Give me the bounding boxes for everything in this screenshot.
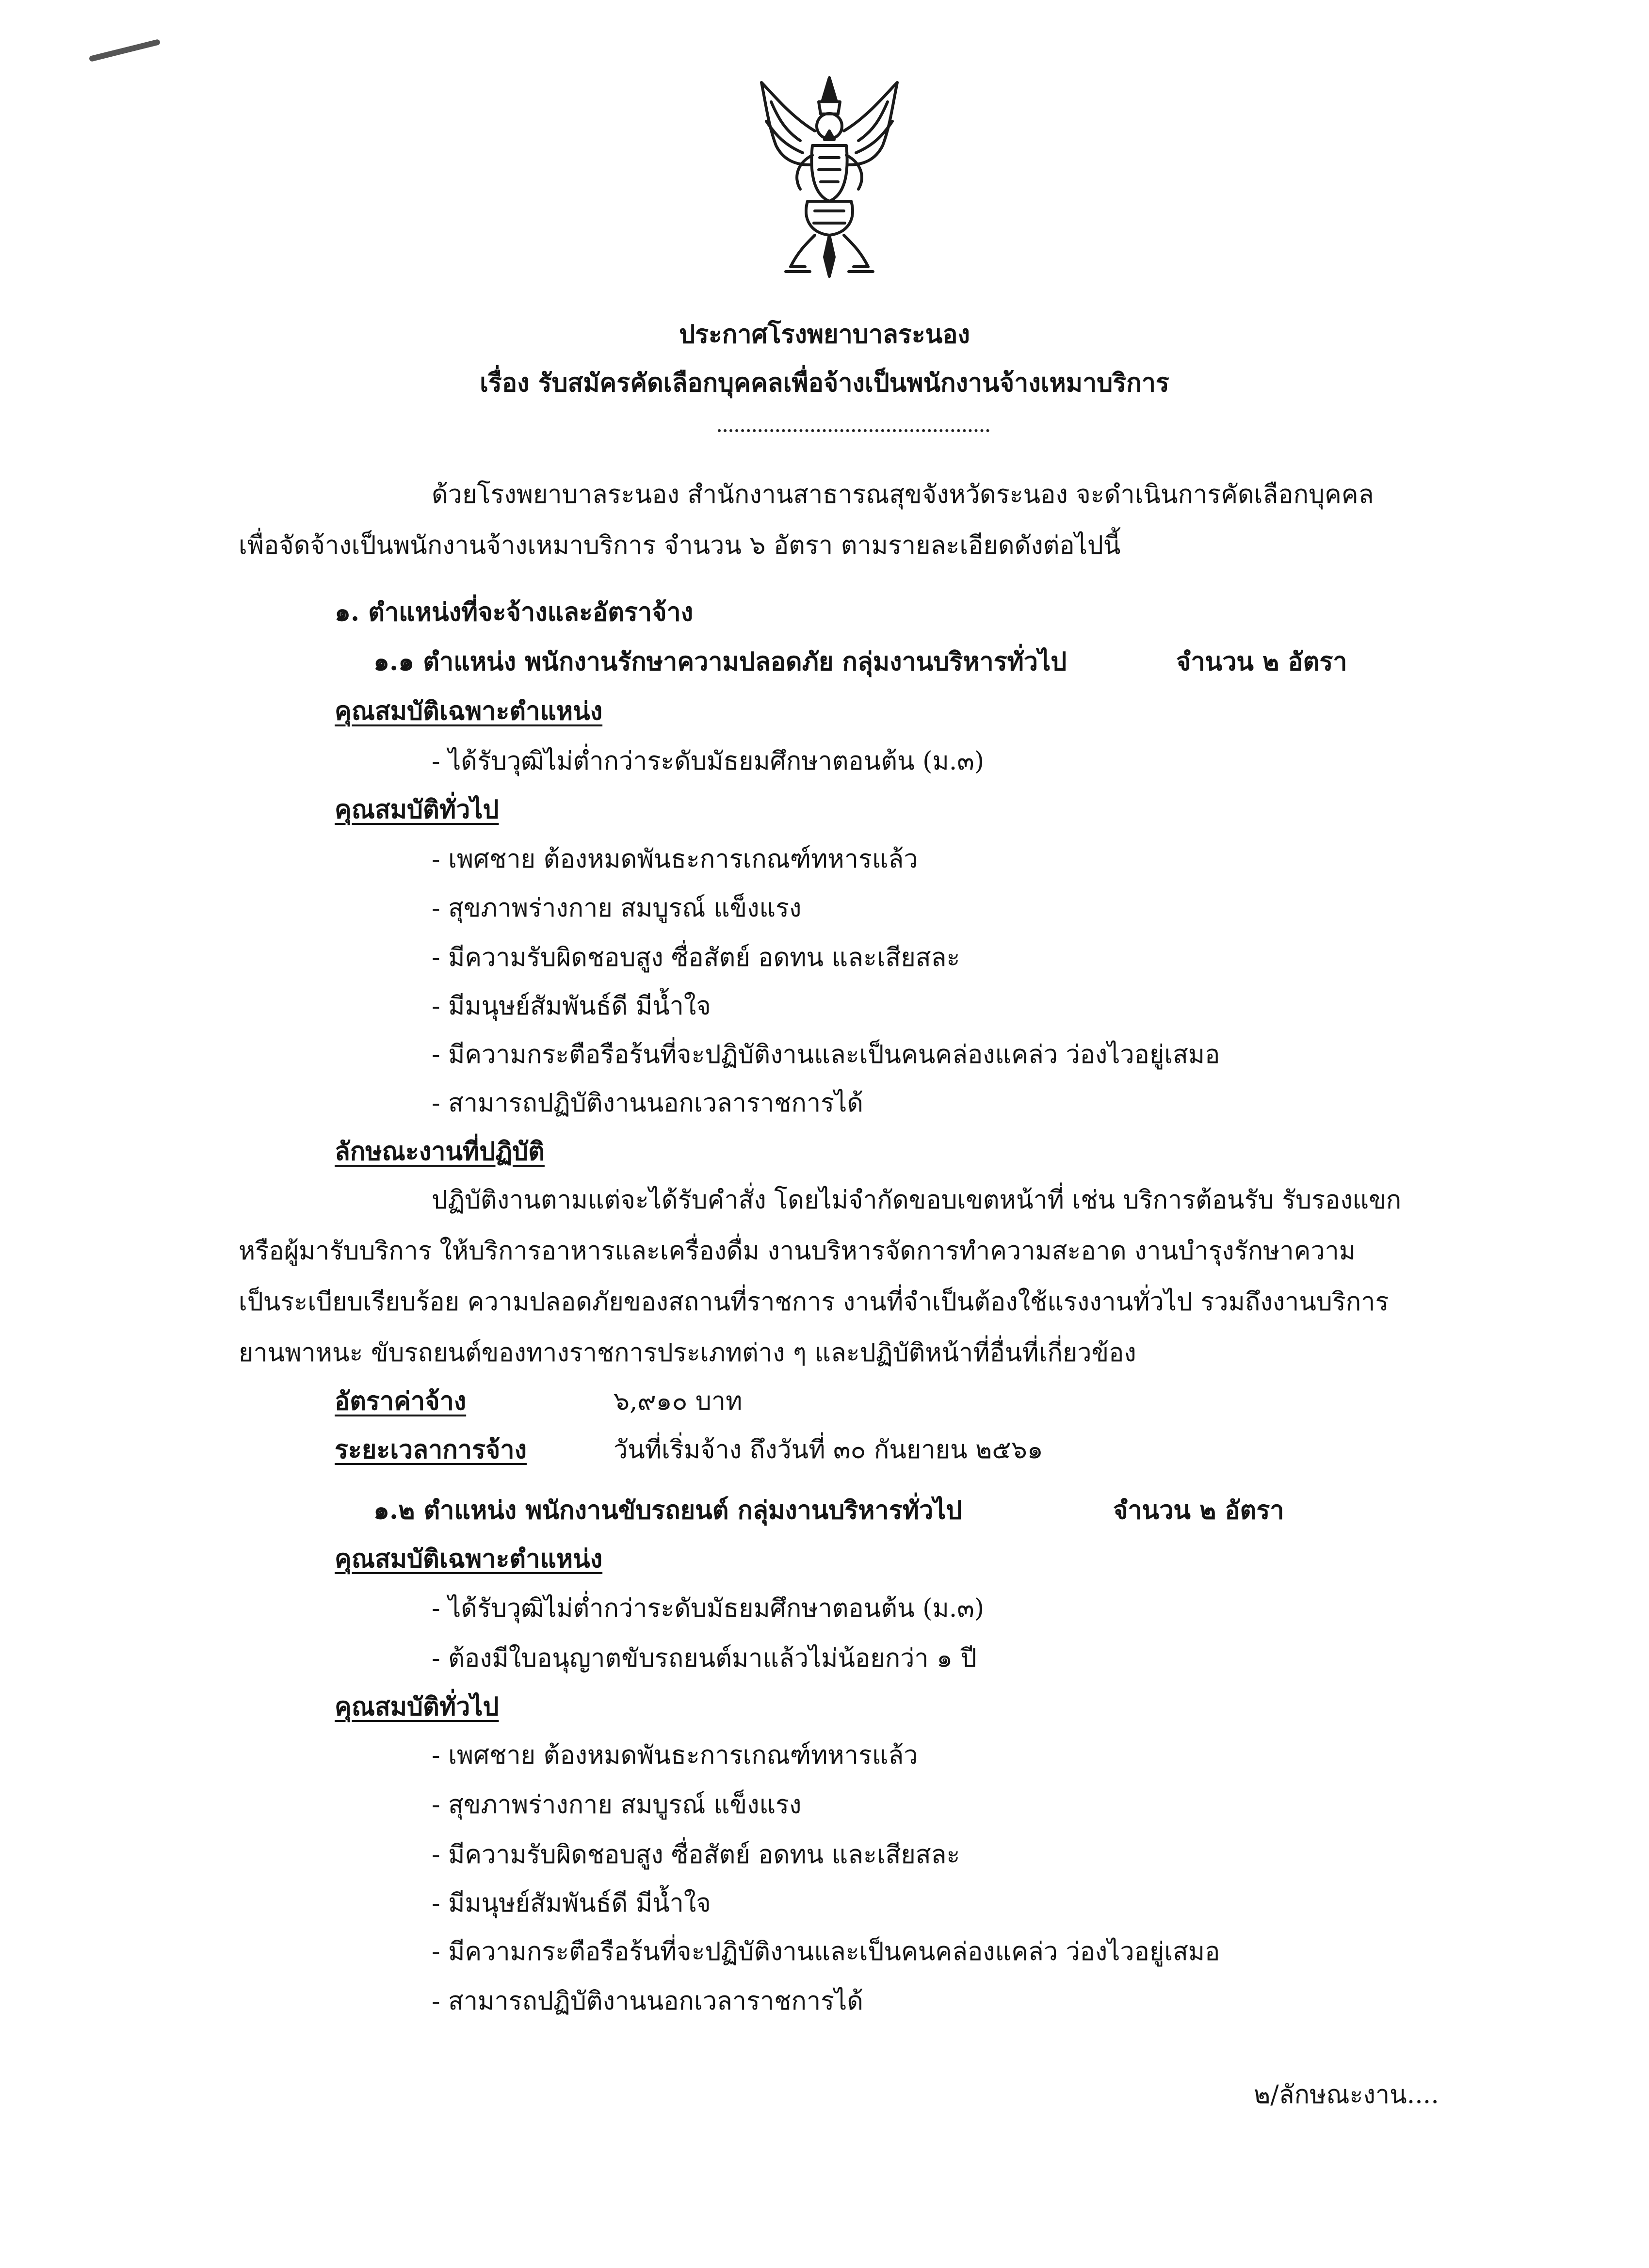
announcement-title: ประกาศโรงพยาบาลระนอง — [679, 320, 970, 349]
position-1-2-specific-heading: คุณสมบัติเฉพาะตำแหน่ง — [335, 1544, 603, 1574]
position-1-1-general-heading: คุณสมบัติทั่วไป — [335, 795, 499, 824]
position-1-1-wage-value: ๖,๙๑๐ บาท — [614, 1387, 743, 1416]
position-1-1-general-item: - มีมนุษย์สัมพันธ์ดี มีน้ำใจ — [432, 992, 711, 1021]
position-1-1-duty-heading: ลักษณะงานที่ปฏิบัติ — [335, 1137, 545, 1166]
garuda-emblem-icon — [757, 73, 902, 281]
position-1-2-general-item: - สามารถปฏิบัติงานนอกเวลาราชการได้ — [432, 1987, 864, 2016]
position-1-1-wage-label: อัตราค่าจ้าง — [335, 1386, 467, 1416]
position-1-1-duty-line: หรือผู้มารับบริการ ให้บริการอาหารและเครื่องดื่ม งานบริหารจัดการทำความสะอาด งานบำรุงรักษาความ — [239, 1237, 1356, 1266]
position-1-2-general-item: - สุขภาพร่างกาย สมบูรณ์ แข็งแรง — [432, 1790, 802, 1819]
position-1-1-general-item: - สุขภาพร่างกาย สมบูรณ์ แข็งแรง — [432, 894, 802, 923]
position-1-2-general-item: - มีความกระตือรือร้นที่จะปฏิบัติงานและเป็นคนคล่องแคล่ว ว่องไวอยู่เสมอ — [432, 1937, 1220, 1966]
position-1-2-general-heading: คุณสมบัติทั่วไป — [335, 1692, 499, 1721]
position-1-1-general-item: - สามารถปฏิบัติงานนอกเวลาราชการได้ — [432, 1089, 864, 1118]
position-1-1-specific-heading: คุณสมบัติเฉพาะตำแหน่ง — [335, 696, 603, 726]
position-1-1-period-value: วันที่เริ่มจ้าง ถึงวันที่ ๓๐ กันยายน ๒๕๖๑ — [614, 1435, 1043, 1464]
page-continuation: ๒/ลักษณะงาน.... — [1254, 2080, 1439, 2109]
position-1-1-general-item: - มีความกระตือรือร้นที่จะปฏิบัติงานและเป็นคนคล่องแคล่ว ว่องไวอยู่เสมอ — [432, 1040, 1220, 1069]
intro-line-1: ด้วยโรงพยาบาลระนอง สำนักงานสาธารณสุขจังหวัดระนอง จะดำเนินการคัดเลือกบุคคล — [432, 480, 1374, 509]
intro-line-2: เพื่อจัดจ้างเป็นพนักงานจ้างเหมาบริการ จำนวน ๖ อัตรา ตามรายละเอียดดังต่อไปนี้ — [239, 531, 1121, 560]
position-1-2-general-item: - มีมนุษย์สัมพันธ์ดี มีน้ำใจ — [432, 1889, 711, 1918]
pen-mark — [89, 39, 161, 62]
position-1-1-general-item: - มีความรับผิดชอบสูง ซื่อสัตย์ อดทน และเสียสละ — [432, 943, 960, 972]
position-1-2-title: ๑.๒ ตำแหน่ง พนักงานขับรถยนต์ กลุ่มงานบริหารทั่วไป — [373, 1496, 962, 1525]
position-1-2-specific-item: - ได้รับวุฒิไม่ต่ำกว่าระดับมัธยมศึกษาตอนต้น (ม.๓) — [432, 1594, 985, 1623]
position-1-2-specific-item: - ต้องมีใบอนุญาตขับรถยนต์มาแล้วไม่น้อยกว่า ๑ ปี — [432, 1644, 977, 1673]
position-1-1-period-label: ระยะเวลาการจ้าง — [335, 1435, 527, 1464]
position-1-1-duty-line: เป็นระเบียบเรียบร้อย ความปลอดภัยของสถานที่ราชการ งานที่จำเป็นต้องใช้แรงงานทั่วไป รวมถึงงานบริการ — [239, 1287, 1389, 1317]
position-1-1-title: ๑.๑ ตำแหน่ง พนักงานรักษาความปลอดภัย กลุ่มงานบริหารทั่วไป — [373, 647, 1067, 676]
position-1-2-general-item: - มีความรับผิดชอบสูง ซื่อสัตย์ อดทน และเสียสละ — [432, 1840, 960, 1869]
position-1-1-general-item: - เพศชาย ต้องหมดพันธะการเกณฑ์ทหารแล้ว — [432, 845, 918, 874]
position-1-2-general-item: - เพศชาย ต้องหมดพันธะการเกณฑ์ทหารแล้ว — [432, 1741, 918, 1770]
position-1-1-duty-line: ยานพาหนะ ขับรถยนต์ของทางราชการประเภทต่าง ๆ และปฏิบัติหน้าที่อื่นที่เกี่ยวข้อง — [239, 1338, 1136, 1367]
position-1-2-count: จำนวน ๒ อัตรา — [1113, 1496, 1284, 1525]
header-divider — [718, 429, 989, 432]
position-1-1-duty-line: ปฏิบัติงานตามแต่จะได้รับคำสั่ง โดยไม่จำกัดขอบเขตหน้าที่ เช่น บริการต้อนรับ รับรองแขก — [432, 1186, 1402, 1215]
position-1-1-count: จำนวน ๒ อัตรา — [1176, 647, 1347, 676]
position-1-1-specific-item: - ได้รับวุฒิไม่ต่ำกว่าระดับมัธยมศึกษาตอนต้น (ม.๓) — [432, 747, 985, 776]
section-1-heading: ๑. ตำแหน่งที่จะจ้างและอัตราจ้าง — [335, 597, 694, 627]
announcement-subject: เรื่อง รับสมัครคัดเลือกบุคคลเพื่อจ้างเป็นพนักงานจ้างเหมาบริการ — [480, 368, 1169, 398]
